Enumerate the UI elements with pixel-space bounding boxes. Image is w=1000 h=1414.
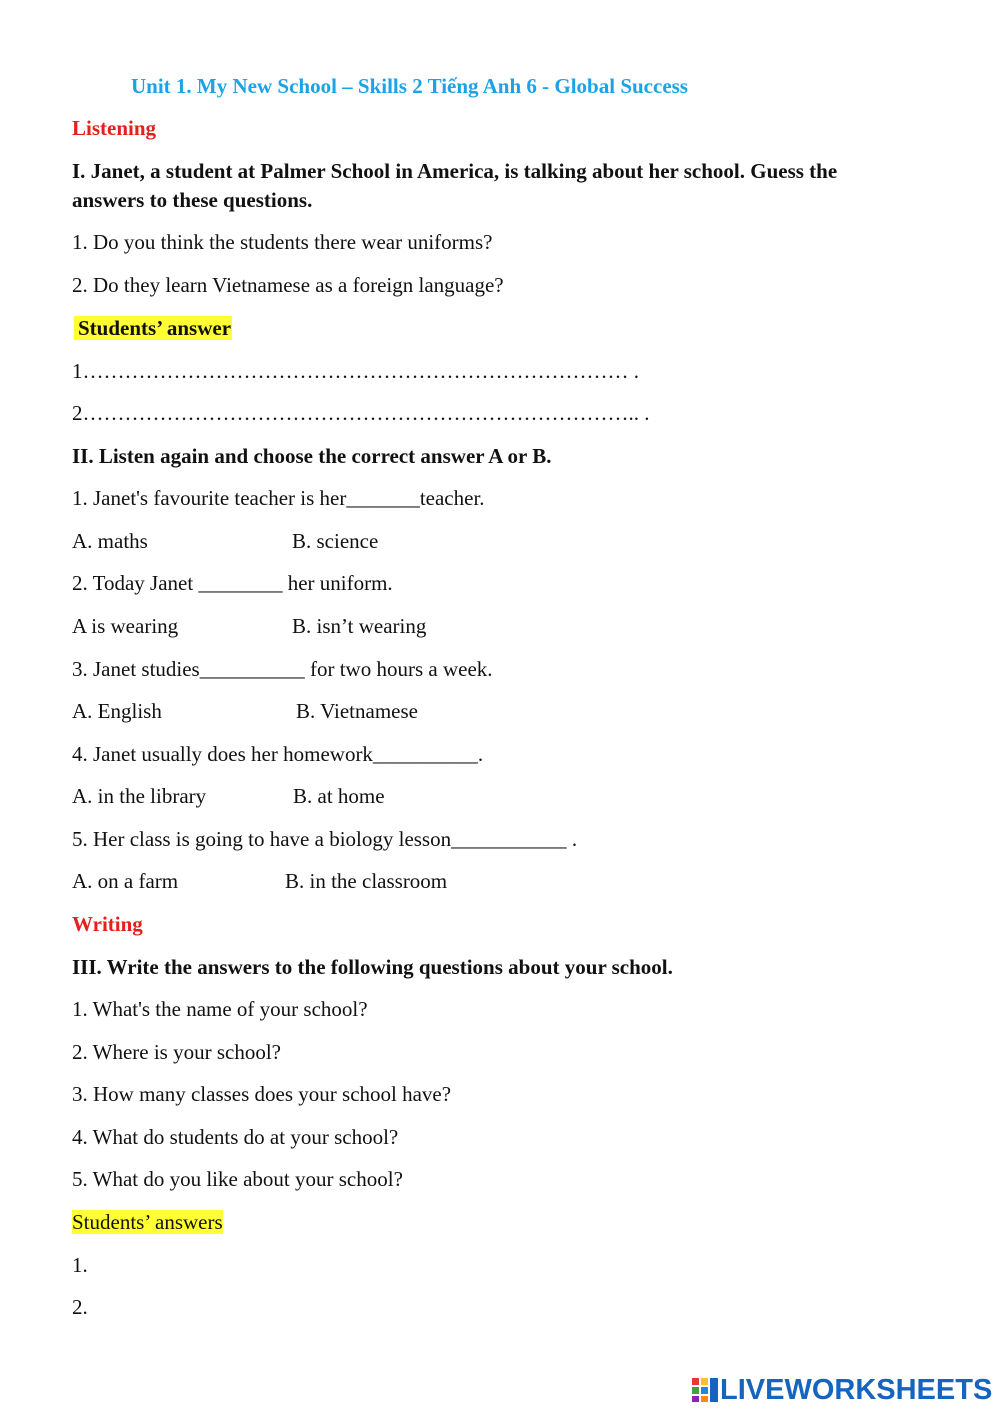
- answer-line-1[interactable]: 1…………………………………………………………………… .: [72, 359, 639, 383]
- section3-question: 2. Where is your school?: [72, 1040, 281, 1064]
- page-title: Unit 1. My New School – Skills 2 Tiếng Anh 6 - Global Success: [131, 74, 688, 98]
- option-a[interactable]: A is wearing: [72, 614, 179, 638]
- section3-question: 1. What's the name of your school?: [72, 997, 368, 1021]
- section2-question: 3. Janet studies__________ for two hours a week.: [72, 657, 493, 681]
- liveworksheets-logo: [692, 1374, 992, 1406]
- section2-instruction: II. Listen again and choose the correct answer A or B.: [72, 444, 552, 468]
- liveworksheets-logo-text: LIVEWORKSHEETS: [720, 1373, 993, 1406]
- option-b[interactable]: B. in the classroom: [285, 869, 448, 893]
- writing-heading: Writing: [72, 912, 143, 936]
- writing-answer-line-1[interactable]: 1.: [72, 1253, 88, 1277]
- section1-question: 1. Do you think the students there wear uniforms?: [72, 230, 493, 254]
- section1-instruction-line1: I. Janet, a student at Palmer School in America, is talking about her school. Guess the: [72, 159, 838, 183]
- option-b[interactable]: B. isn’t wearing: [292, 614, 427, 638]
- section2-options: [72, 527, 378, 555]
- section2-question: 1. Janet's favourite teacher is her_______teacher.: [72, 486, 485, 510]
- section2-question: 2. Today Janet ________ her uniform.: [72, 571, 393, 595]
- section3-question: 3. How many classes does your school have?: [72, 1082, 452, 1106]
- liveworksheets-logo-icon: [692, 1378, 718, 1402]
- section1-instruction-line2: answers to these questions.: [72, 188, 313, 212]
- section3-question: 4. What do students do at your school?: [72, 1125, 399, 1149]
- section3-question: 5. What do you like about your school?: [72, 1167, 403, 1191]
- option-b[interactable]: B. Vietnamese: [296, 699, 418, 723]
- section2-options: [72, 867, 447, 895]
- answer-line-2[interactable]: 2…………………………………………………………………….. .: [72, 401, 650, 425]
- section1-question: 2. Do they learn Vietnamese as a foreign language?: [72, 273, 504, 297]
- option-a[interactable]: A. in the library: [72, 784, 207, 808]
- section2-options: [72, 782, 385, 810]
- option-b[interactable]: B. at home: [293, 784, 385, 808]
- option-a[interactable]: A. on a farm: [72, 869, 179, 893]
- students-answers-label: Students’ answers: [72, 1210, 223, 1234]
- option-a[interactable]: A. maths: [72, 529, 148, 553]
- section2-question: 4. Janet usually does her homework__________.: [72, 742, 484, 766]
- option-a[interactable]: A. English: [72, 699, 162, 723]
- section2-question: 5. Her class is going to have a biology lesson___________ .: [72, 827, 578, 851]
- section2-options: [72, 697, 418, 725]
- section3-instruction: III. Write the answers to the following questions about your school.: [72, 955, 673, 979]
- section2-options: [72, 612, 426, 640]
- students-answer-label: Students’ answer: [74, 314, 232, 342]
- option-b[interactable]: B. science: [292, 529, 379, 553]
- listening-heading: Listening: [72, 116, 157, 140]
- writing-answer-line-2[interactable]: 2.: [72, 1295, 88, 1319]
